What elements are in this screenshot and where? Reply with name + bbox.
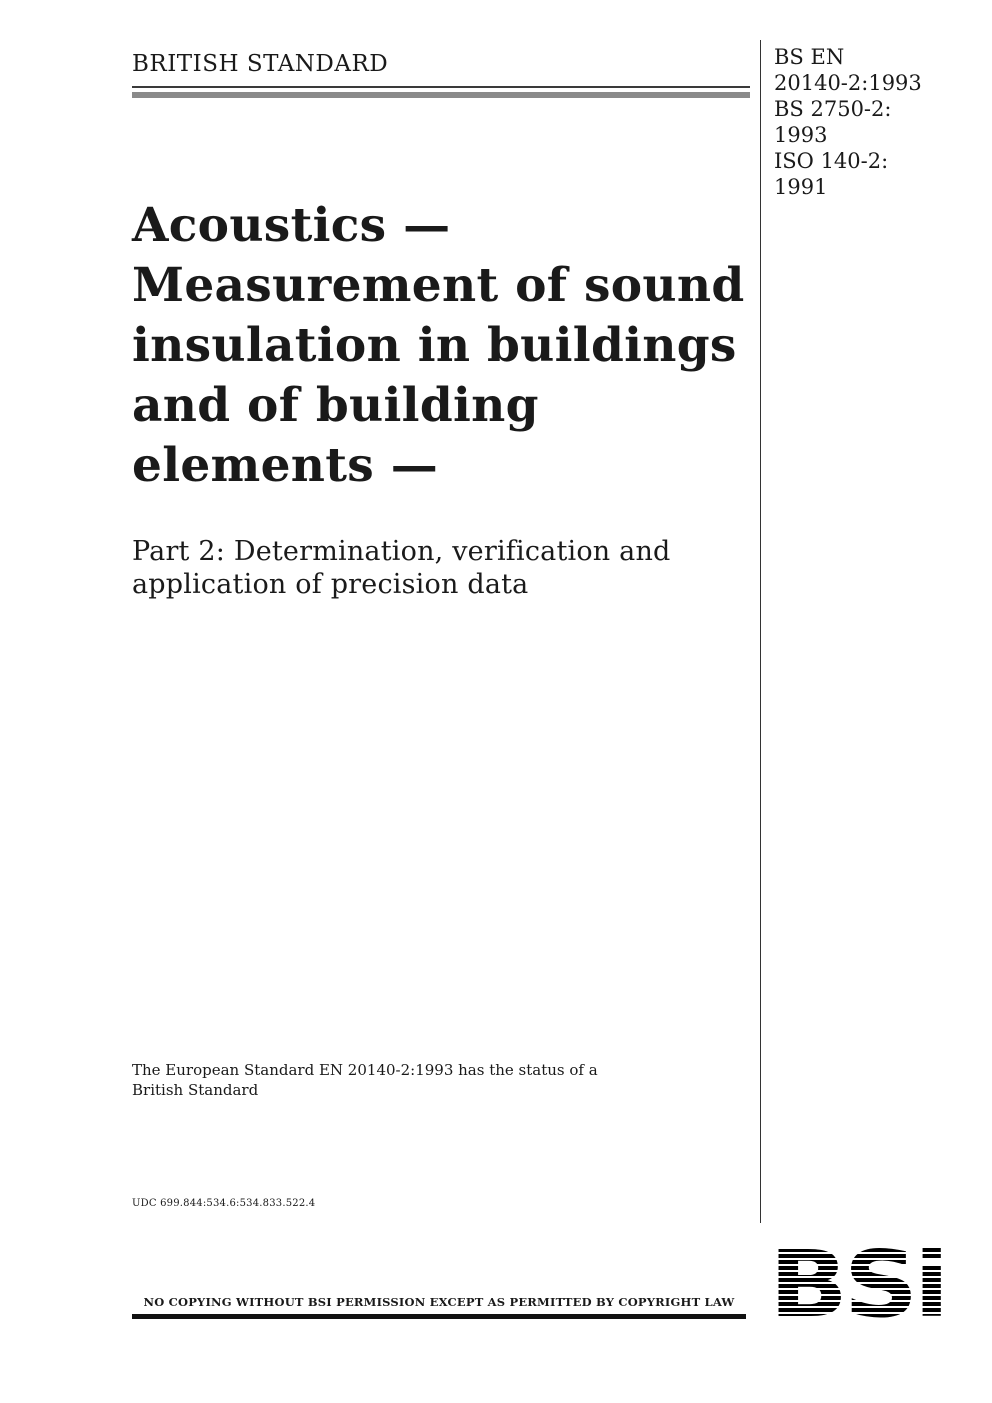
designation-line: 1993 — [774, 123, 828, 147]
header-rule-thin — [132, 86, 750, 88]
document-type-label: BRITISH STANDARD — [132, 51, 389, 77]
title-line: elements — — [132, 438, 438, 493]
designation-line: BS 2750-2: — [774, 97, 892, 121]
designation-line: ISO 140-2: — [774, 149, 889, 173]
standard-designations — [774, 44, 974, 200]
status-line: The European Standard EN 20140-2:1993 has the status of a — [132, 1061, 598, 1079]
document-subtitle — [132, 535, 757, 601]
title-line: Acoustics — — [132, 198, 451, 253]
vertical-divider — [760, 40, 761, 1223]
udc-classification: UDC 699.844:534.6:534.833.522.4 — [132, 1198, 316, 1209]
designation-line: BS EN — [774, 45, 845, 69]
title-line: and of building — [132, 378, 539, 433]
document-title — [132, 196, 757, 496]
status-line: British Standard — [132, 1081, 259, 1099]
header-rule — [132, 86, 750, 98]
status-statement — [132, 1060, 732, 1100]
subtitle-line: application of precision data — [132, 569, 529, 600]
title-line: Measurement of sound — [132, 258, 745, 313]
bottom-rule — [132, 1314, 746, 1319]
designation-line: 1991 — [774, 175, 828, 199]
bsi-logo — [768, 1242, 946, 1320]
designation-line: 20140-2:1993 — [774, 71, 922, 95]
title-line: insulation in buildings — [132, 318, 737, 373]
copyright-notice: NO COPYING WITHOUT BSI PERMISSION EXCEPT AS PERMITTED BY COPYRIGHT LAW — [143, 1295, 735, 1309]
subtitle-line: Part 2: Determination, verification and — [132, 536, 671, 567]
header-rule-thick — [132, 92, 750, 98]
